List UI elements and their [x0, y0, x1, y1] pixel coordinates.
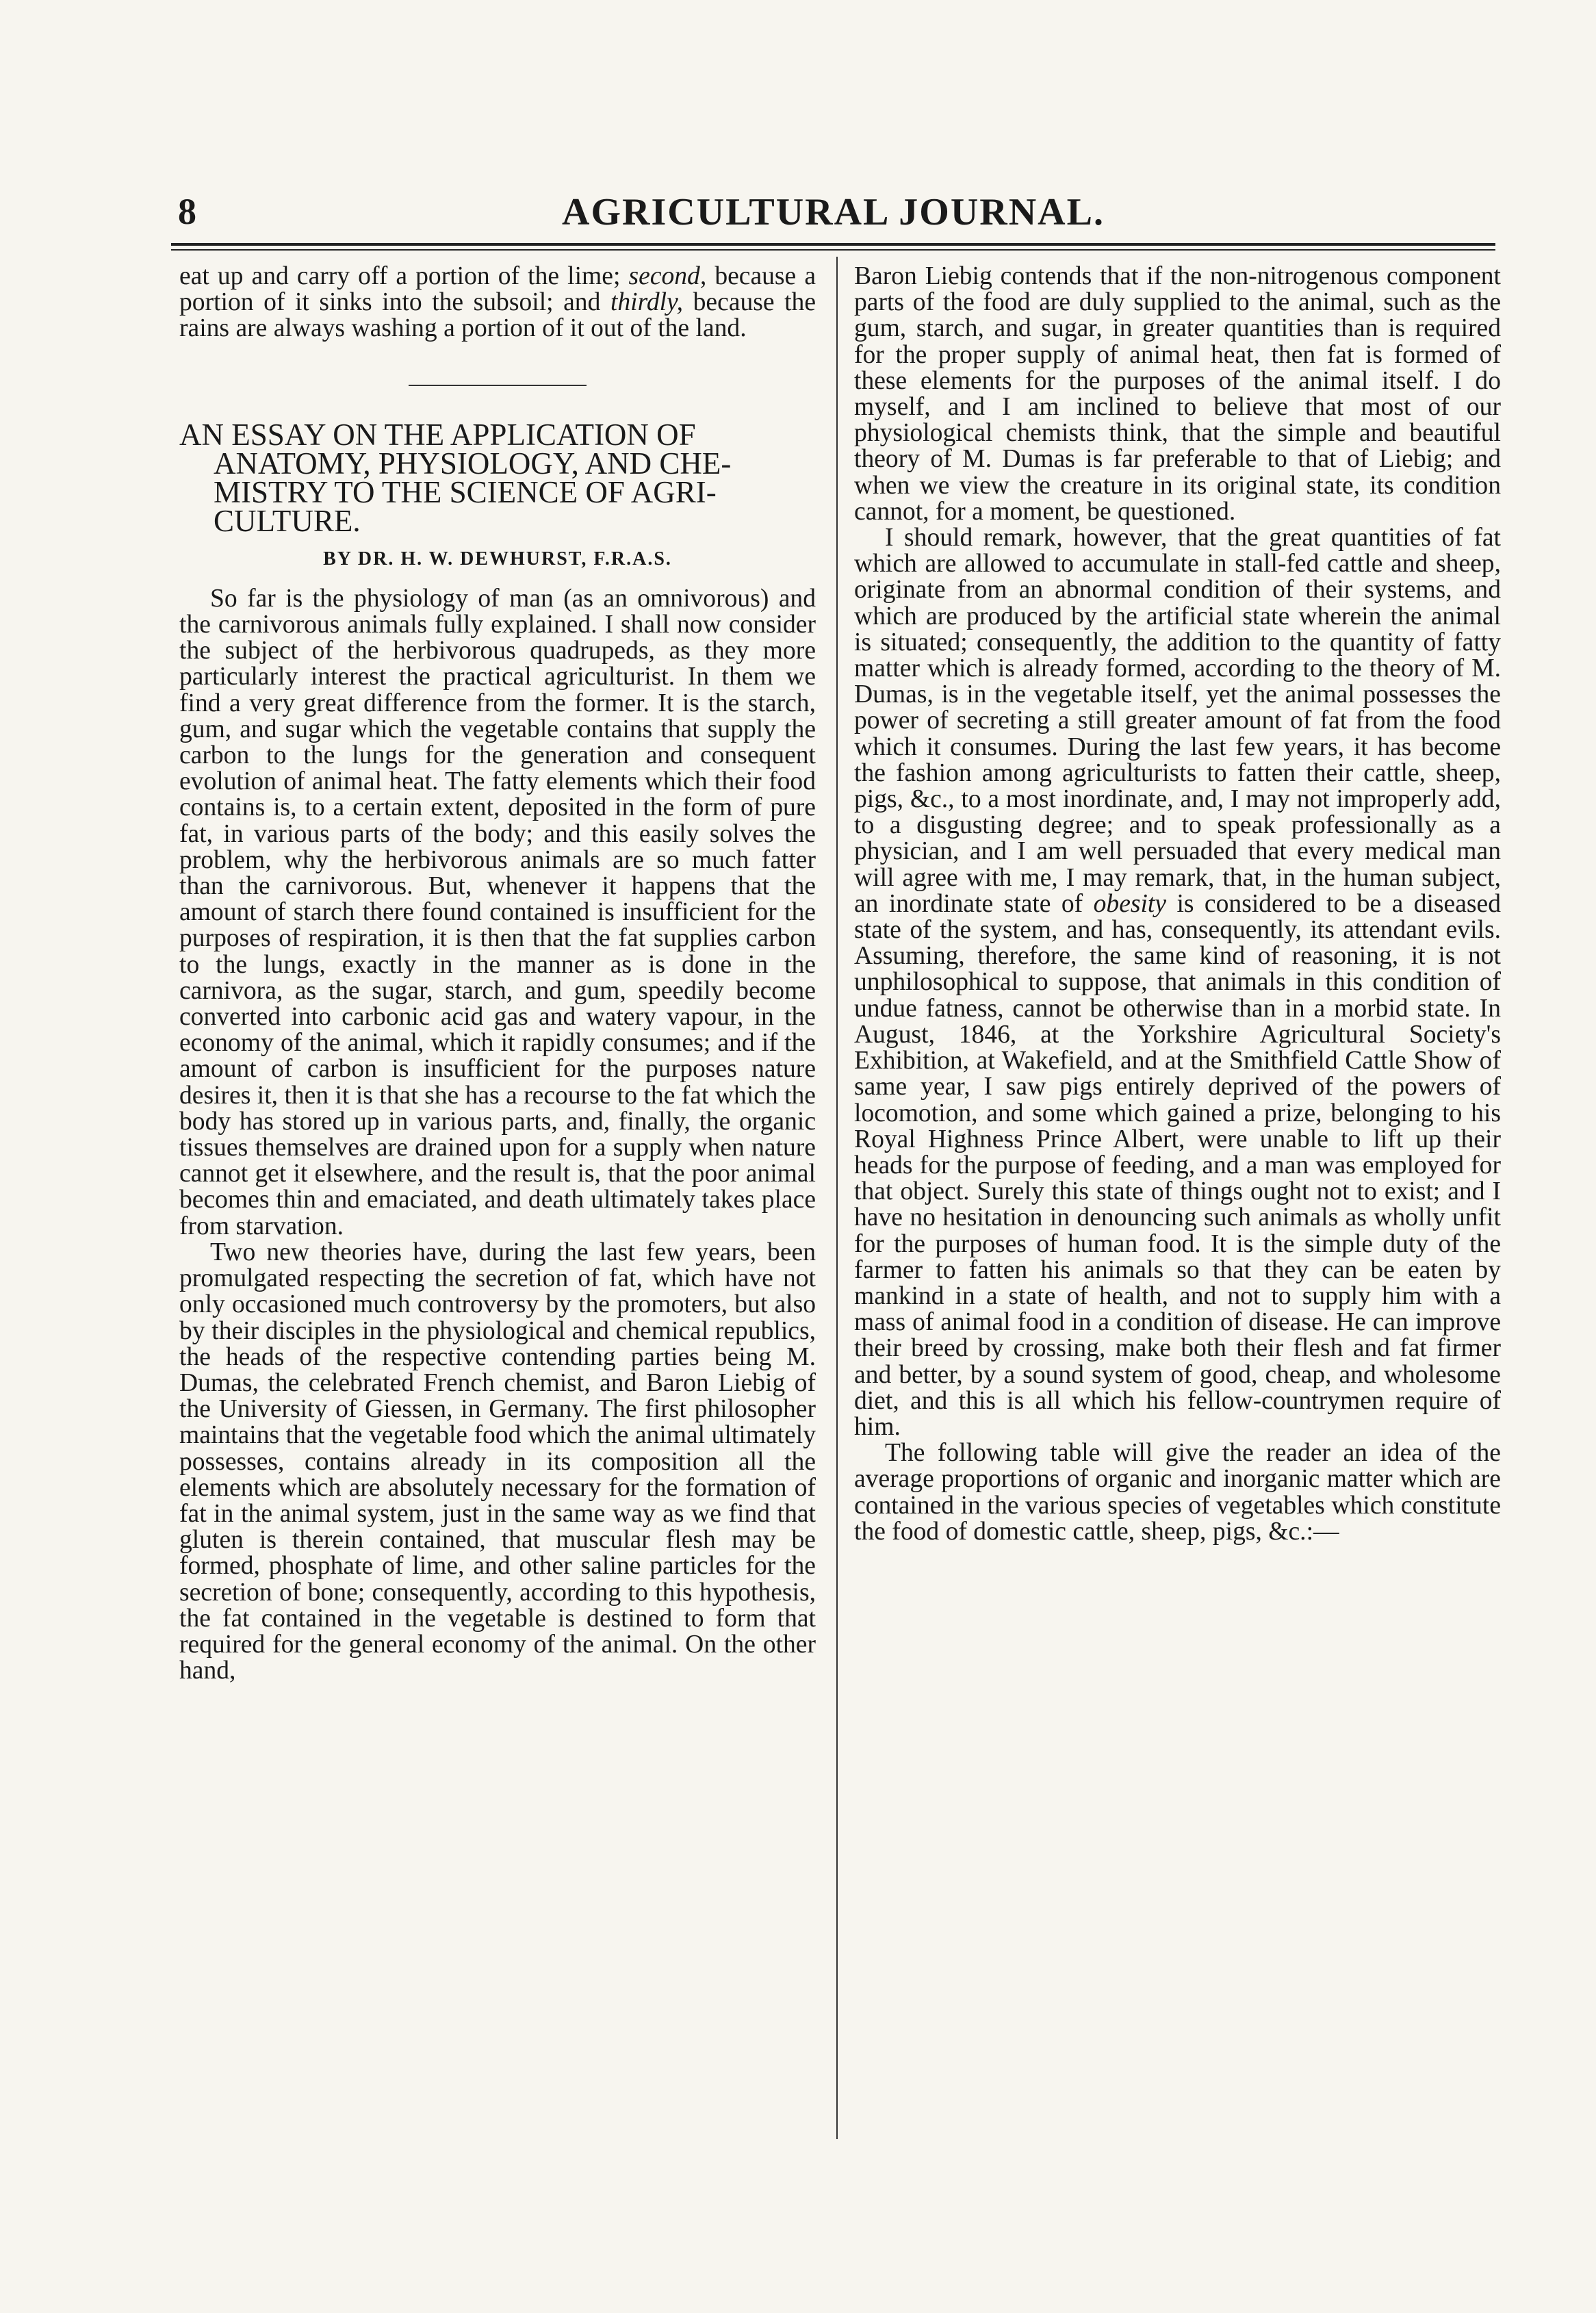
header-rule-thick: [171, 243, 1495, 246]
body-paragraph: I should remark, however, that the great quantities of fat which are allowed to accumulate in stall-fed cattle and sheep, originate from an abnormal condition of their systems, and which are produced by the artificial state wherein the animal is situated; consequently, the addition to the quantity of fatty matter which is already formed, according to the theory of M. Dumas, is in the vegetable itself, yet the animal possesses the power of secreting a still greater amount of fat from the food which it consumes. During the last few years, it has become the fashion among agriculturists to fatten their cattle, sheep, pigs, &c., to a most inordinate, and, I may not improperly add, to a disgusting degree; and to speak professionally as a physician, and I am well persuaded that every medical man will agree with me, I may remark, that, in the human subject, an inordinate state of obesity is considered to be a diseased state of the system, and has, consequently, its attendant evils. Assuming, therefore, the same kind of reasoning, it is not unphilosophical to suppose, that animals in this condition of undue fatness, cannot be otherwise than in a morbid state. In August, 1846, at the Yorkshire Agricultural Society's Exhibition, at Wakefield, and at the Smithfield Cattle Show of same year, I saw pigs entirely deprived of the powers of locomotion, and some which gained a prize, belonging to his Royal Highness Prince Albert, were unable to lift up their heads for the purpose of feeding, and a man was employed for that object. Surely this state of things ought not to exist; and I have no hesitation in denouncing such animals as wholly unfit for the purposes of human food. It is the simple duty of the farmer to fatten his animals so that they can be eaten by mankind in a state of health, and not to supply him with a mass of animal food in a condition of disease. He can improve their breed by crossing, make both their flesh and fat firmer and better, by a sound system of good, cheap, and wholesome diet, and this is all which his fellow-countrymen require of him.: [854, 524, 1502, 1441]
running-title: AGRICULTURAL JOURNAL.: [562, 191, 1105, 233]
header-rule-thin: [171, 249, 1495, 251]
column-divider: [836, 257, 838, 2139]
page-number: 8: [178, 191, 196, 232]
essay-title-line: ANATOMY, PHYSIOLOGY, AND CHE-: [214, 446, 732, 481]
intro-paragraph: eat up and carry off a portion of the lime; second, because a portion of it sinks into the subsoil; and thirdly, because the rains are always washing a portion of it out of the land.: [179, 262, 816, 343]
essay-title: [179, 417, 816, 538]
section-divider: [409, 385, 587, 386]
thirdly-emphasis: thirdly,: [610, 288, 684, 317]
body-paragraph: Baron Liebig contends that if the non-nitrogenous component parts of the food are duly supplied to the animal, such as the gum, starch, and sugar, in greater quantities than is required for the proper supply of animal heat, then fat is formed of these elements for the purposes of the animal itself. I do myself, and I am inclined to believe that most of our physiological chemists think, that the simple and beautiful theory of M. Dumas is far preferable to that of Liebig; and when we view the creature in its original state, its condition cannot, for a moment, be questioned.: [854, 262, 1501, 526]
second-emphasis: second,: [628, 262, 707, 290]
page-header: [171, 190, 1495, 245]
left-column: [179, 264, 816, 1684]
essay-title-line: CULTURE.: [214, 503, 361, 538]
body-paragraph: The following table will give the reader an idea of the average proportions of organic and inorganic matter which are contained in the various species of vegetables which constitute the food of domestic cattle, sheep, pigs, &c.:—: [854, 1439, 1501, 1546]
essay-title-line: MISTRY TO THE SCIENCE OF AGRI-: [214, 474, 717, 509]
obesity-emphasis: obesity: [1093, 889, 1167, 918]
author-byline: BY DR. H. W. DEWHURST, F.R.A.S.: [323, 548, 672, 570]
body-paragraph: So far is the physiology of man (as an omnivorous) and the carnivorous animals fully explained. I shall now consider the subject of the herbivorous quadrupeds, as they more particularly interest the practical agriculturist. In them we find a very great difference from the former. It is the starch, gum, and sugar which the vegetable contains that supply the carbon to the lungs for the generation and consequent evolution of animal heat. The fatty elements which their food contains is, to a certain extent, deposited in the form of pure fat, in various parts of the body; and this easily solves the problem, why the herbivorous animals are so much fatter than the carnivorous. But, whenever it happens that the amount of starch there found contained is insufficient for the purposes of respiration, it is then that the fat supplies carbon to the lungs, exactly in the manner as is done in the carnivora, as the sugar, starch, and gum, speedily become converted into carbonic acid gas and watery vapour, in the economy of the animal, which it rapidly consumes; and if the amount of carbon is insufficient for the purposes nature desires it, then it is that she has a recourse to the fat which the body has stored up in various parts, and, finally, the organic tissues themselves are drained upon for a supply when nature cannot get it elsewhere, and the result is, that the poor animal becomes thin and emaciated, and death ultimately takes place from starvation.: [179, 584, 816, 1240]
essay-title-line: AN ESSAY ON THE APPLICATION OF: [179, 417, 696, 452]
body-paragraph: Two new theories have, during the last few years, been promulgated respecting the secretion of fat, which have not only occasioned much controversy by the promoters, but also by their disciples in the physiological and chemical republics, the heads of the respective contending parties being M. Dumas, the celebrated French chemist, and Baron Liebig of the University of Giessen, in Germany. The first philosopher maintains that the vegetable food which the animal ultimately possesses, contains already in its composition all the elements which are absolutely necessary for the formation of fat in the animal system, just in the same way as we find that gluten is therein contained, that muscular flesh may be formed, phosphate of lime, and other saline particles for the secretion of bone; consequently, according to this hypothesis, the fat contained in the vegetable is destined to form that required for the general economy of the animal. On the other hand,: [179, 1238, 816, 1685]
right-column: [854, 264, 1501, 1545]
